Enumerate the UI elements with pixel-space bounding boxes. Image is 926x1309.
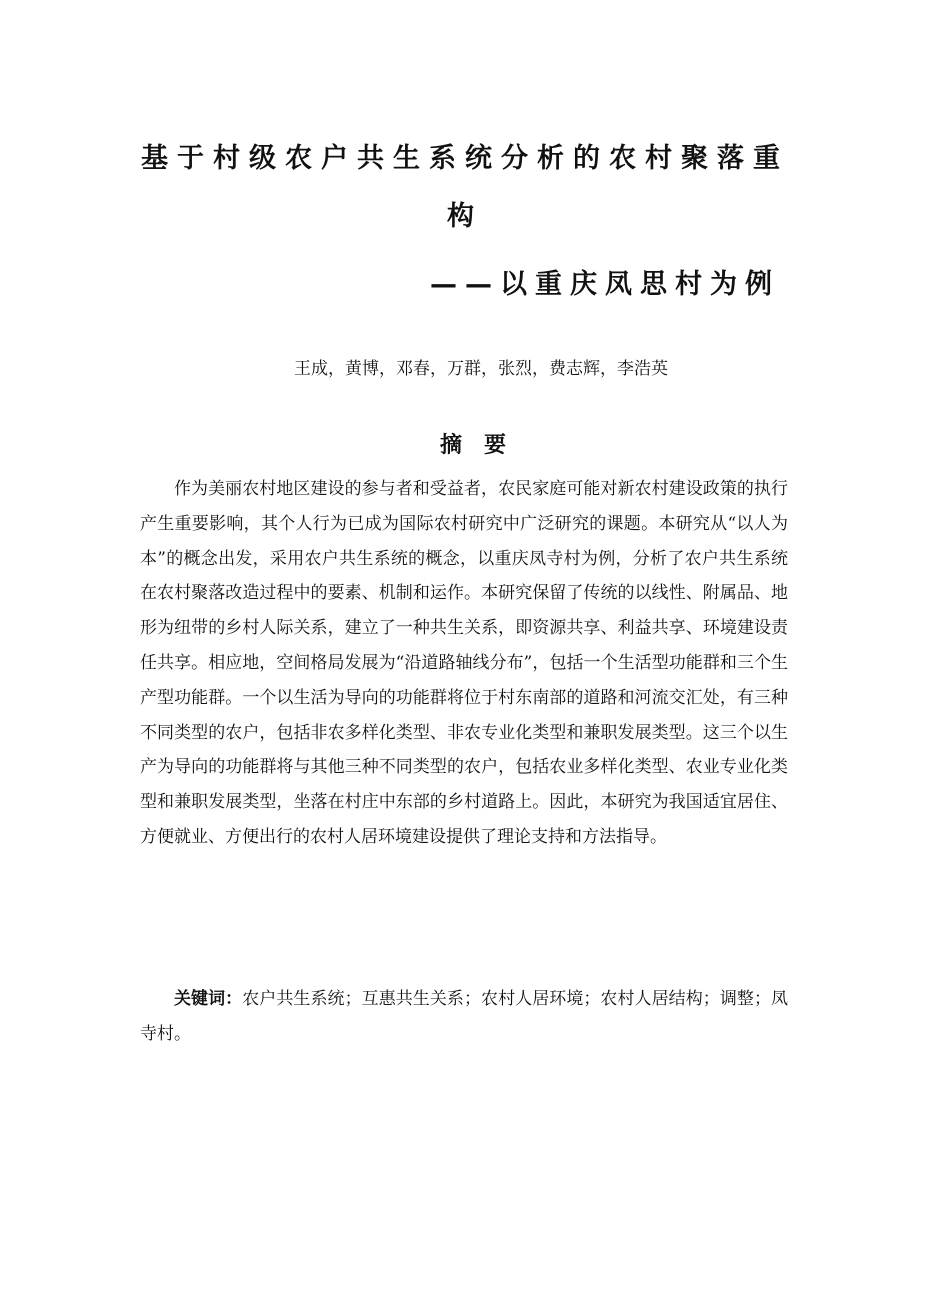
keywords-paragraph [140, 982, 788, 1052]
abstract-body: 作为美丽农村地区建设的参与者和受益者，农民家庭可能对新农村建设政策的执行产生重要影响，其个人行为已成为国际农村研究中广泛研究的课题。本研究从“以人为本”的概念出发，采用农户共生系统的概念，以重庆凤寺村为例，分析了农户共生系统在农村聚落改造过程中的要素、机制和运作。本研究保留了传统的以线性、附属品、地形为纽带的乡村人际关系，建立了一种共生关系，即资源共享、利益共享、环境建设责任共享。相应地，空间格局发展为“沿道路轴线分布”，包括一个生活型功能群和三个生产型功能群。一个以生活为导向的功能群将位于村东南部的道路和河流交汇处，有三种不同类型的农户，包括非农多样化类型、非农专业化类型和兼职发展类型。这三个以生产为导向的功能群将与其他三种不同类型的农户，包括农业多样化类型、农业专业化类型和兼职发展类型，坐落在村庄中东部的乡村道路上。因此，本研究为我国适宜居住、方便就业、方便出行的农村人居环境建设提供了理论支持和方法指导。 [140, 479, 788, 847]
paper-subtitle: ——以重庆凤思村为例 [430, 269, 780, 300]
keywords-text: 农户共生系统；互惠共生关系；农村人居环境；农村人居结构；调整；凤寺村。 [140, 989, 789, 1044]
author-list: 王成，黄博，邓春，万群，张烈，费志辉，李浩英 [294, 359, 668, 379]
paper-title: 基于村级农户共生系统分析的农村聚落重构 [141, 143, 789, 232]
keywords-label: 关键词： [174, 989, 243, 1009]
abstract-heading: 摘要 [439, 433, 528, 458]
